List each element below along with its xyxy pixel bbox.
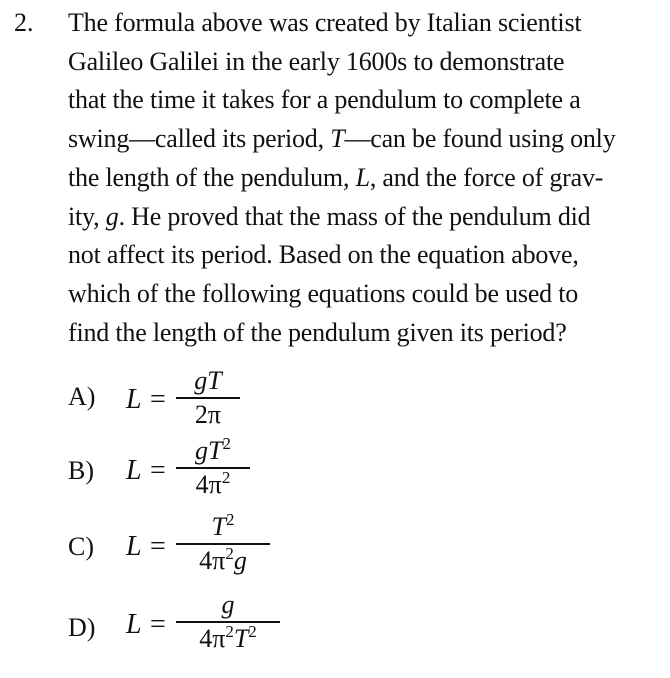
question-line bbox=[68, 43, 668, 82]
text-run: not affect its period. Based on the equation above, bbox=[68, 240, 579, 270]
question-line bbox=[68, 81, 668, 120]
equals-sign: = bbox=[150, 531, 166, 562]
lhs-variable: L bbox=[126, 384, 142, 415]
text-run: . He proved that the mass of the pendulum did bbox=[118, 201, 591, 231]
fraction bbox=[176, 512, 270, 576]
text-run: that the time it takes for a pendulum to complete a bbox=[68, 85, 581, 115]
fraction-bar bbox=[176, 467, 250, 469]
fraction-bar bbox=[176, 543, 270, 545]
choice-letter: D) bbox=[68, 613, 96, 642]
choice-a[interactable] bbox=[68, 366, 468, 440]
fraction bbox=[176, 366, 240, 430]
text-run: swing—called its period, bbox=[68, 124, 331, 154]
variable-g: g bbox=[105, 201, 119, 231]
question-line bbox=[68, 236, 668, 275]
numerator: $T^2$ bbox=[211, 510, 235, 541]
choice-letter: B) bbox=[68, 456, 94, 485]
lhs-variable: L bbox=[126, 531, 142, 562]
text-run: —can be found using only bbox=[344, 124, 616, 154]
numerator: $gT^2$ bbox=[195, 434, 231, 465]
denominator: $4\pi^2g$ bbox=[199, 544, 247, 575]
text-run: , and the force of grav- bbox=[369, 162, 604, 192]
question-line bbox=[68, 4, 668, 43]
variable-L: L bbox=[355, 162, 370, 192]
variable-T: T bbox=[330, 124, 345, 154]
text-run: find the length of the pendulum given its period? bbox=[68, 317, 567, 347]
question-line bbox=[68, 275, 668, 314]
denominator: 2π bbox=[194, 400, 222, 429]
choice-b[interactable] bbox=[68, 434, 468, 520]
equals-sign: = bbox=[150, 609, 166, 640]
lhs-variable: L bbox=[126, 609, 142, 640]
question-line bbox=[68, 120, 668, 159]
choice-letter: A) bbox=[68, 382, 96, 411]
fraction-bar bbox=[176, 397, 240, 399]
text-run: Galileo Galilei in the early 1600s to demonstrate bbox=[68, 46, 565, 76]
question-line bbox=[68, 159, 668, 198]
choice-letter: C) bbox=[68, 532, 94, 561]
text-run: The formula above was created by Italian scientist bbox=[68, 8, 582, 37]
denominator: $4\pi^2T^2$ bbox=[199, 622, 257, 653]
question-number: 2. bbox=[14, 8, 34, 37]
text-run: which of the following equations could be used to bbox=[68, 278, 579, 308]
choice-d[interactable] bbox=[68, 590, 468, 678]
denominator: $4\pi^2$ bbox=[195, 468, 231, 499]
equals-sign: = bbox=[150, 455, 166, 486]
text-run: ity, bbox=[68, 201, 106, 231]
question-text bbox=[68, 4, 668, 352]
numerator: gT bbox=[194, 366, 222, 395]
text-run: the length of the pendulum, bbox=[68, 162, 356, 192]
numerator: g bbox=[221, 590, 235, 619]
fraction bbox=[176, 590, 280, 654]
question-line bbox=[68, 314, 668, 353]
equals-sign: = bbox=[150, 384, 166, 415]
question-line bbox=[68, 198, 668, 237]
fraction bbox=[176, 436, 250, 500]
lhs-variable: L bbox=[126, 455, 142, 486]
